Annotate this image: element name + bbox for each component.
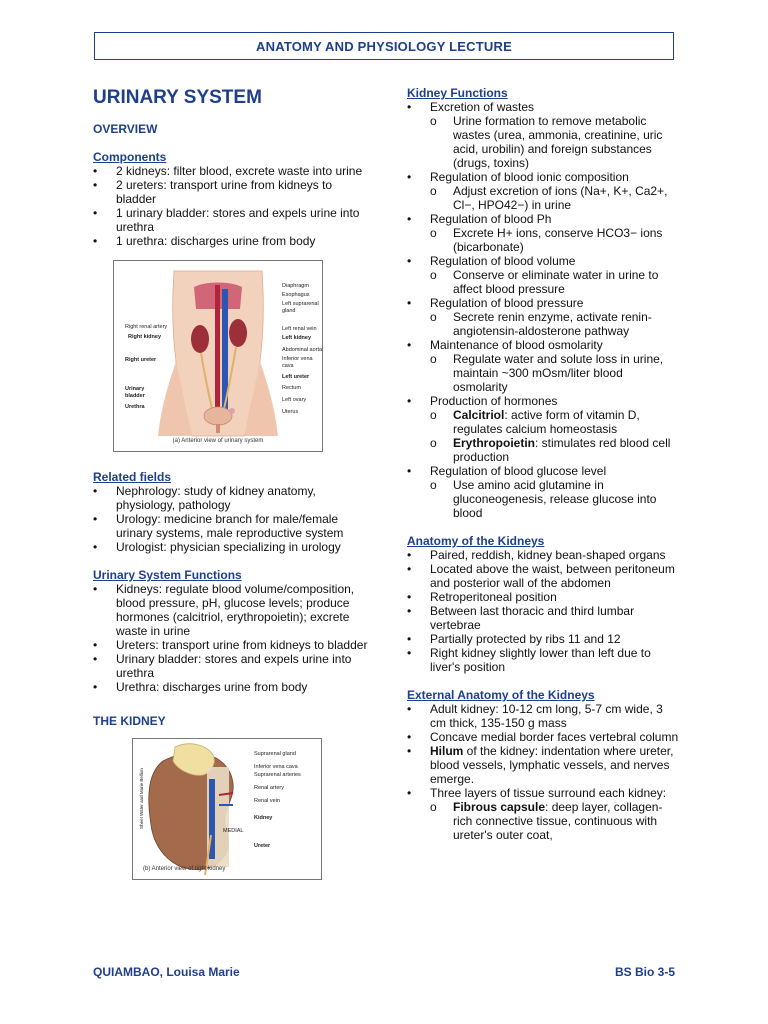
- list-item: • Three layers of tissue surround each kidney: o Fibrous capsule: deep layer, collagen-rich connective tissue, continuous with ureter's outer coat,: [407, 786, 679, 842]
- components-list: [93, 164, 375, 248]
- list-item: • Regulation of blood Ph o Excrete H+ ions, conserve HCO3− ions (bicarbonate): [407, 212, 679, 254]
- figure-label: Renal artery: [254, 785, 284, 791]
- figure-label: bladder: [125, 393, 145, 399]
- figure-side-label: Sheet Water and Marie Bellion: [138, 768, 144, 829]
- figure-label: Right kidney: [128, 334, 162, 340]
- list-item: • 2 kidneys: filter blood, excrete waste into urine: [93, 164, 375, 178]
- figure-label: Abdominal aorta: [282, 347, 323, 353]
- figure-label: Right ureter: [125, 357, 157, 363]
- list-item: • Paired, reddish, kidney bean-shaped organs: [407, 548, 679, 562]
- kidney-functions-heading: Kidney Functions: [407, 86, 508, 100]
- list-item: • Retroperitoneal position: [407, 590, 679, 604]
- urinary-system-figure: [113, 260, 323, 452]
- figure-label: Ureter: [254, 843, 271, 849]
- list-item: • Excretion of wastes o Urine formation to remove metabolic wastes (urea, ammonia, creatinine, uric acid, urobilin) and foreign substances (drugs, toxins): [407, 100, 679, 170]
- sub-list-item: o Use amino acid glutamine in gluconeogenesis, release glucose into blood: [430, 478, 679, 520]
- page-title: URINARY SYSTEM: [93, 87, 262, 108]
- sub-list-item: o Excrete H+ ions, conserve HCO3− ions (bicarbonate): [430, 226, 679, 254]
- left-column: [93, 86, 375, 880]
- header-title: ANATOMY AND PHYSIOLOGY LECTURE: [256, 38, 512, 54]
- figure-label: gland: [282, 308, 296, 314]
- figure-label: Urinary: [125, 386, 145, 392]
- list-item: • Adult kidney: 10-12 cm long, 5-7 cm wide, 3 cm thick, 135-150 g mass: [407, 702, 679, 730]
- list-item: • Urologist: physician specializing in urology: [93, 540, 375, 554]
- kidney-functions-list: [407, 100, 679, 520]
- overview-heading: OVERVIEW: [93, 122, 158, 136]
- figure-label: Suprarenal gland: [254, 751, 296, 757]
- list-item: • 2 ureters: transport urine from kidneys to bladder: [93, 178, 375, 206]
- list-item: • Partially protected by ribs 11 and 12: [407, 632, 679, 646]
- components-heading: Components: [93, 150, 167, 164]
- sub-list-item: o Adjust excretion of ions (Na+, K+, Ca2+, Cl−, HPO42−) in urine: [430, 184, 679, 212]
- right-kidney-illustration: [133, 739, 321, 879]
- figure-label: Renal vein: [254, 798, 280, 804]
- list-item: • Urethra: discharges urine from body: [93, 680, 375, 694]
- list-item: • Production of hormones o Calcitriol: active form of vitamin D, regulates calcium homeostasis o Erythropoietin: stimulates red blood cell production: [407, 394, 679, 464]
- kidney-figure: [132, 738, 322, 880]
- sub-list-item: o Urine formation to remove metabolic wastes (urea, ammonia, creatinine, uric acid, urobilin) and foreign substances (drugs, toxins): [430, 114, 679, 170]
- class-section: BS Bio 3-5: [614, 965, 675, 979]
- kidney-anatomy-list: [407, 548, 679, 674]
- figure-label: Inferior vena cava: [254, 764, 298, 770]
- list-item: • Located above the waist, between peritoneum and posterior wall of the abdomen: [407, 562, 679, 590]
- figure-caption: (b) Anterior view of right kidney: [143, 866, 226, 872]
- figure-label: Kidney: [254, 815, 273, 821]
- figure-label: cava: [282, 363, 294, 369]
- sub-list-item: o Conserve or eliminate water in urine to affect blood pressure: [430, 268, 679, 296]
- figure-label: Left kidney: [282, 335, 312, 341]
- kidney-anatomy-heading: Anatomy of the Kidneys: [407, 534, 545, 548]
- urinary-functions-list: [93, 582, 375, 694]
- related-fields-heading: Related fields: [93, 470, 172, 484]
- figure-label: Left ureter: [282, 374, 310, 380]
- figure-label: Rectum: [282, 385, 301, 391]
- list-item: • Maintenance of blood osmolarity o Regulate water and solute loss in urine, maintain ~300 mOsm/liter blood osmolarity: [407, 338, 679, 394]
- list-item: • Kidneys: regulate blood volume/composition, blood pressure, pH, glucose levels; produce hormones (calcitriol, erythropoietin); excrete waste in urine: [93, 582, 375, 638]
- list-item: • Hilum of the kidney: indentation where ureter, blood vessels, lymphatic vessels, and nerves emerge.: [407, 744, 679, 786]
- related-fields-list: [93, 484, 375, 554]
- urinary-functions-heading: Urinary System Functions: [93, 568, 242, 582]
- list-item: • 1 urinary bladder: stores and expels urine into urethra: [93, 206, 375, 234]
- figure-label: Left ovary: [282, 397, 307, 403]
- kidney-section-heading: THE KIDNEY: [93, 714, 166, 728]
- figure-label: Inferior vena: [282, 356, 313, 362]
- external-anatomy-heading: External Anatomy of the Kidneys: [407, 688, 595, 702]
- figure-label: Left renal vein: [282, 326, 317, 332]
- figure-label: Diaphragm: [282, 283, 309, 289]
- list-item: • Regulation of blood ionic composition o Adjust excretion of ions (Na+, K+, Ca2+, Cl−, HPO42−) in urine: [407, 170, 679, 212]
- list-item: • Regulation of blood volume o Conserve or eliminate water in urine to affect blood pressure: [407, 254, 679, 296]
- figure-label: Right renal artery: [125, 324, 168, 330]
- sub-list-item: o Secrete renin enzyme, activate renin-angiotensin-aldosterone pathway: [430, 310, 679, 338]
- sub-list-item: o Calcitriol: active form of vitamin D, regulates calcium homeostasis: [430, 408, 679, 436]
- list-item: • Nephrology: study of kidney anatomy, physiology, pathology: [93, 484, 375, 512]
- author-name: QUIAMBAO, Louisa Marie: [93, 965, 240, 979]
- figure-label: Left suprarenal: [282, 301, 319, 307]
- list-item: • Ureters: transport urine from kidneys to bladder: [93, 638, 375, 652]
- sub-list-item: o Fibrous capsule: deep layer, collagen-rich connective tissue, continuous with ureter's outer coat,: [430, 800, 679, 842]
- figure-label: Urethra: [125, 404, 145, 410]
- external-anatomy-list: [407, 702, 679, 842]
- list-item: • Between last thoracic and third lumbar vertebrae: [407, 604, 679, 632]
- right-column: [407, 86, 679, 842]
- figure-label: MEDIAL: [223, 828, 244, 834]
- page-header: [94, 32, 674, 60]
- list-item: • Concave medial border faces vertebral column: [407, 730, 679, 744]
- figure-label: Suprarenal arteries: [254, 772, 301, 778]
- sub-list-item: o Regulate water and solute loss in urine, maintain ~300 mOsm/liter blood osmolarity: [430, 352, 679, 394]
- figure-label: Uterus: [282, 409, 299, 415]
- list-item: • Urology: medicine branch for male/female urinary systems, male reproductive system: [93, 512, 375, 540]
- figure-label: Esophagus: [282, 292, 310, 298]
- list-item: • Regulation of blood glucose level o Use amino acid glutamine in gluconeogenesis, release glucose into blood: [407, 464, 679, 520]
- list-item: • Urinary bladder: stores and expels urine into urethra: [93, 652, 375, 680]
- list-item: • 1 urethra: discharges urine from body: [93, 234, 375, 248]
- list-item: • Regulation of blood pressure o Secrete renin enzyme, activate renin-angiotensin-aldosterone pathway: [407, 296, 679, 338]
- figure-caption: (a) Anterior view of urinary system: [172, 438, 264, 444]
- list-item: • Right kidney slightly lower than left due to liver's position: [407, 646, 679, 674]
- sub-list-item: o Erythropoietin: stimulates red blood cell production: [430, 436, 679, 464]
